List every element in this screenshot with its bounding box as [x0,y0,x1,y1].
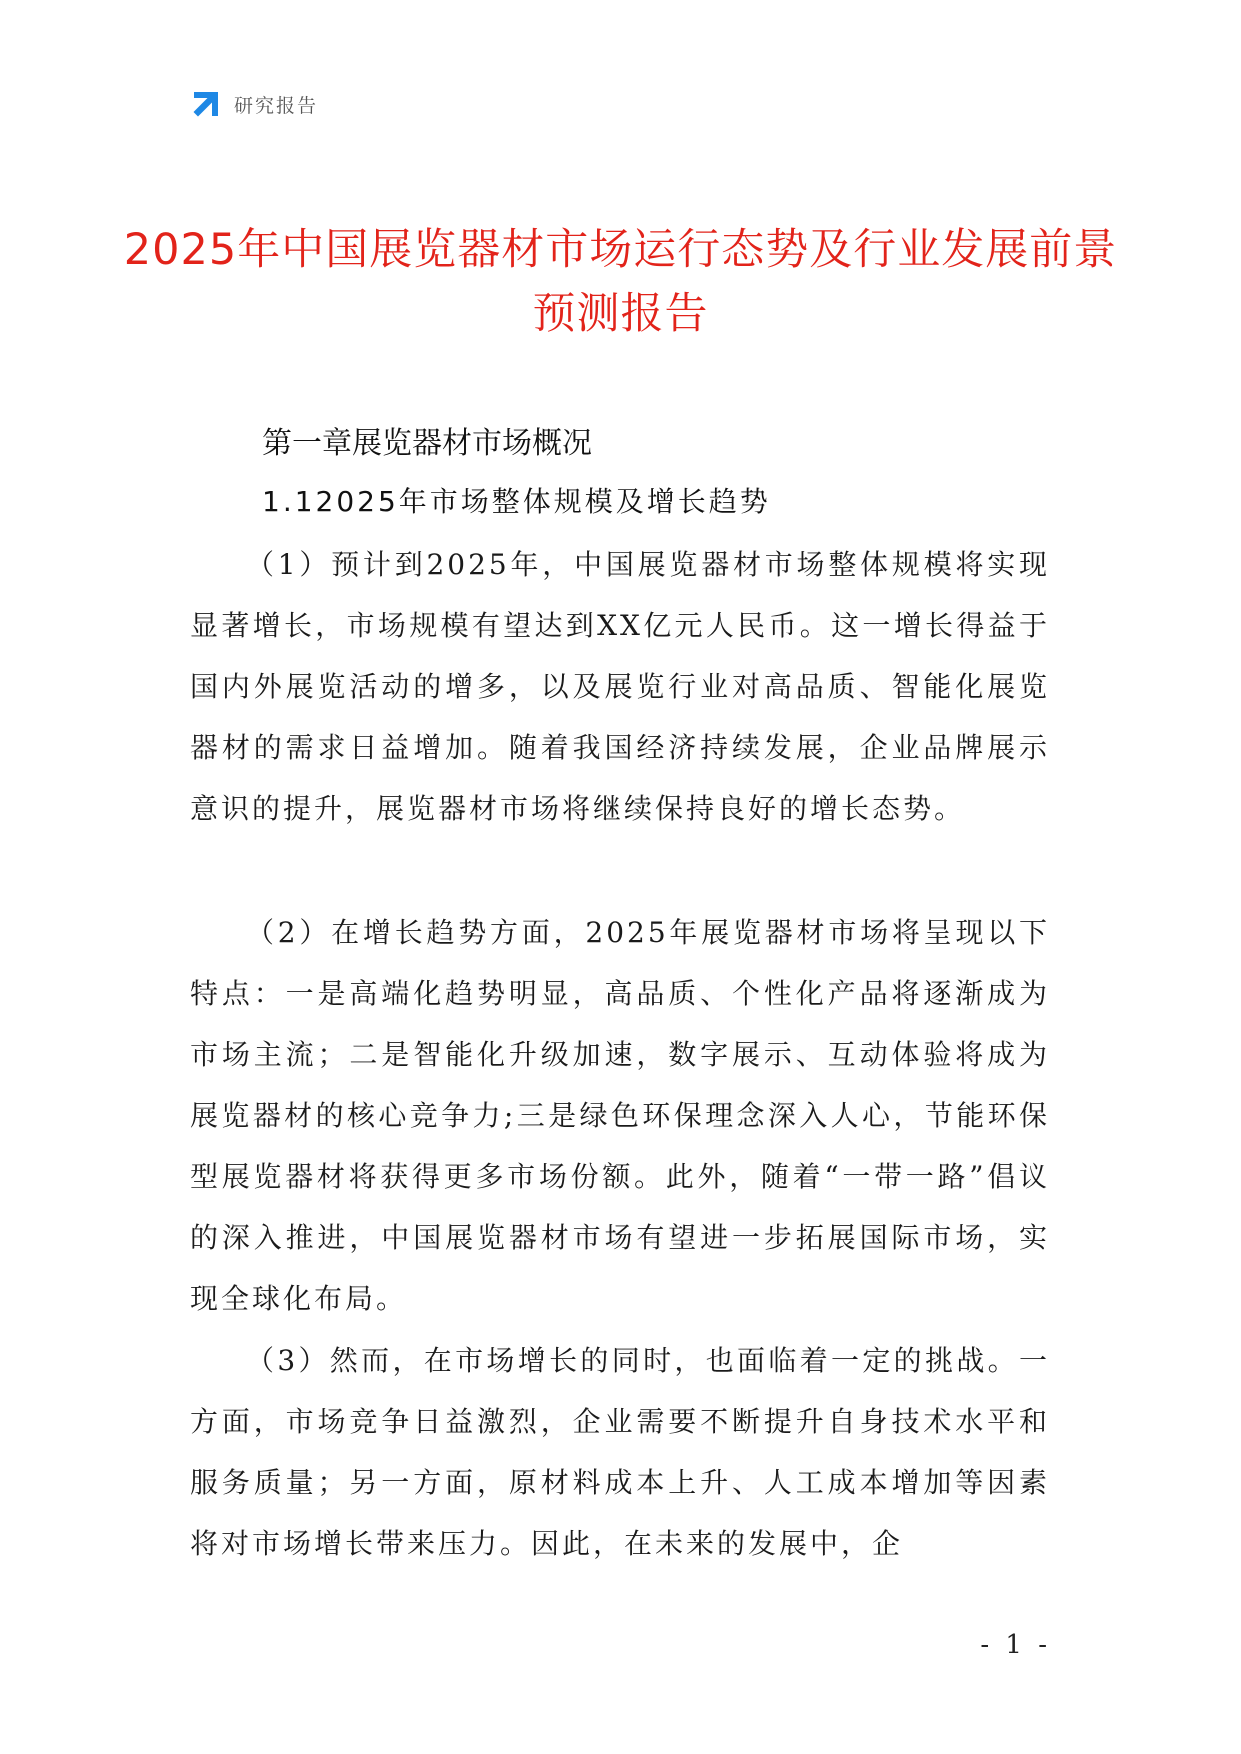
report-header [190,88,318,120]
header-label: 研究报告 [234,94,319,117]
arrow-up-right-icon [190,88,222,120]
section-heading: 1.12025年市场整体规模及增长趋势 [262,485,771,518]
paragraph-1: （1）预计到2025年，中国展览器材市场整体规模将实现显著增长，市场规模有望达到XX亿元人民币。这一增长得益于国内外展览活动的增多，以及展览行业对高品质、智能化展览器材的需求日益增加。随着我国经济持续发展，企业品牌展示意识的提升，展览器材市场将继续保持良好的增长态势。 [190,548,1050,825]
paragraph-3: （3）然而，在市场增长的同时，也面临着一定的挑战。一方面，市场竞争日益激烈，企业需要不断提升自身技术水平和服务质量；另一方面，原材料成本上升、人工成本增加等因素将对市场增长带来压力。因此，在未来的发展中，企 [190,1344,1050,1560]
page-number: - 1 - [980,1630,1051,1660]
chapter-heading: 第一章展览器材市场概况 [262,426,592,461]
paragraph-2: （2）在增长趋势方面，2025年展览器材市场将呈现以下特点：一是高端化趋势明显，高品质、个性化产品将逐渐成为市场主流；二是智能化升级加速，数字展示、互动体验将成为展览器材的核心竞争力;三是绿色环保理念深入人心，节能环保型展览器材将获得更多市场份额。此外，随着“一带一路”倡议的深入推进，中国展览器材市场有望进一步拓展国际市场，实现全球化布局。 [190,916,1050,1315]
report-title: 2025年中国展览器材市场运行态势及行业发展前景预测报告 [123,225,1118,339]
